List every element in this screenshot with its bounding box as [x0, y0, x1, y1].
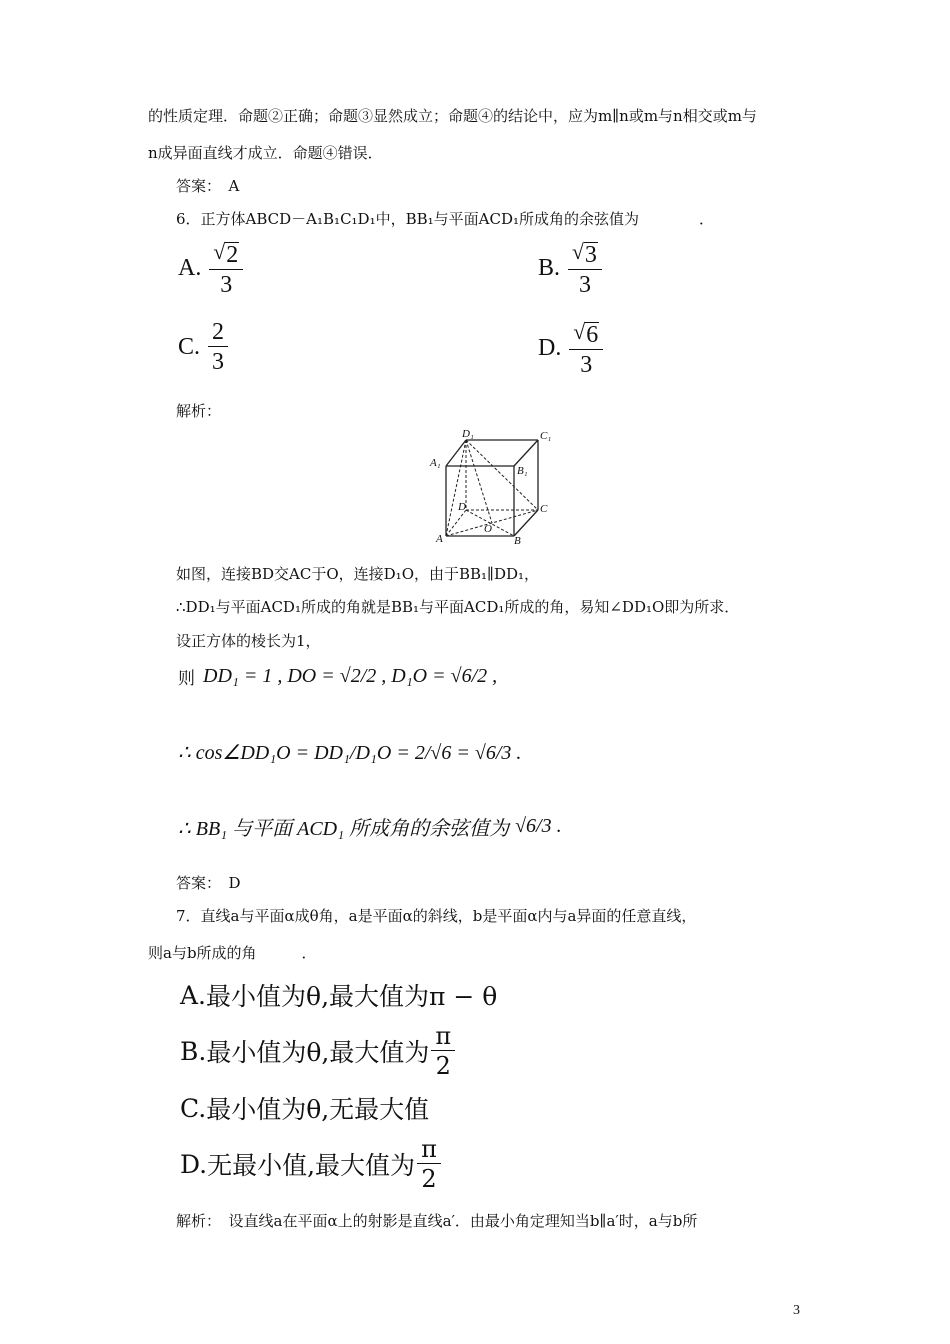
radicand: 2: [226, 242, 239, 268]
numerator: π: [417, 1137, 441, 1164]
cube-figure: [428, 428, 558, 548]
analysis-line: 解析： 设直线a在平面α上的射影是直线a′．由最小角定理知当b∥a′时，a与b所: [176, 1212, 698, 1230]
equation-2: [178, 740, 521, 765]
q6-option-b: [538, 240, 602, 297]
fraction: [417, 1137, 441, 1191]
numerator: π: [431, 1024, 455, 1051]
vertex-label: A: [436, 533, 443, 545]
fraction: [208, 320, 228, 374]
radicand: 3: [584, 242, 597, 268]
denominator: 3: [212, 349, 225, 375]
q7-option-b: [180, 1024, 455, 1078]
fraction: [431, 1024, 455, 1078]
option-letter: C.: [180, 1093, 207, 1123]
q6-option-c: [178, 320, 228, 374]
option-text: 无最小值,最大值为: [207, 1151, 416, 1180]
text-line: 设正方体的棱长为1，: [176, 632, 321, 650]
answer-line: 答案： D: [176, 874, 241, 892]
option-text: 最小值为θ,最大值为π − θ: [206, 982, 498, 1011]
vertex-label: D₁: [462, 428, 474, 440]
denominator: 3: [220, 272, 233, 298]
option-text: 最小值为θ,无最大值: [206, 1095, 430, 1124]
option-letter: B.: [180, 1036, 207, 1066]
option-letter: D.: [538, 335, 562, 361]
q7-option-c: [180, 1090, 429, 1126]
fraction: √ 3 3: [568, 240, 602, 297]
q6-option-d: [538, 320, 603, 377]
option-letter: A.: [178, 255, 202, 281]
vertex-label: C₁: [540, 430, 552, 442]
text-line: 的性质定理．命题②正确；命题③显然成立；命题④的结论中，应为m∥n或m与n相交或m与: [148, 107, 757, 125]
vertex-label: B: [514, 535, 521, 547]
denominator: 3: [580, 352, 593, 378]
vertex-label: A₁: [430, 457, 441, 469]
q7-option-a: [180, 977, 497, 1013]
denominator: 2: [421, 1165, 437, 1193]
vertex-label: O: [484, 523, 492, 535]
denominator: 2: [435, 1052, 451, 1080]
option-letter: A.: [180, 980, 207, 1010]
analysis-label: 解析：: [176, 402, 222, 420]
vertex-label: B₁: [517, 465, 528, 477]
question-7: 7．直线a与平面α成θ角，a是平面α的斜线，b是平面α内与a异面的任意直线，: [176, 907, 697, 925]
question-7-cont: 则a与b所成的角 ．: [148, 944, 317, 962]
denominator: 3: [578, 272, 591, 298]
equation-text: ∴ cos∠DD₁O = DD₁/D₁O = 2/√6 = √6/3 .: [178, 742, 522, 764]
option-text: 最小值为θ,最大值为: [206, 1038, 430, 1067]
option-letter: D.: [180, 1149, 208, 1179]
question-6: 6．正方体ABCD－A₁B₁C₁D₁中，BB₁与平面ACD₁所成角的余弦值为 ．: [176, 210, 715, 228]
equation-value: √6/3 .: [515, 815, 562, 837]
vertex-label: C: [540, 503, 548, 515]
numerator: 2: [208, 320, 228, 347]
answer-line: 答案： A: [176, 177, 240, 195]
text-line: n成异面直线才成立．命题④错误．: [148, 144, 383, 162]
vertex-label: D: [458, 501, 466, 513]
text-line: 如图，连接BD交AC于O，连接D₁O，由于BB₁∥DD₁，: [176, 565, 540, 583]
fraction: √ 6 3: [569, 320, 603, 377]
equation-prefix: 则: [178, 669, 195, 689]
equation-prefix: ∴ BB₁ 与平面 ACD₁ 所成角的余弦值为: [178, 818, 510, 840]
option-letter: C.: [178, 333, 201, 360]
option-letter: B.: [538, 255, 561, 281]
equation-text: DD₁ = 1 , DO = √2/2 , D₁O = √6/2 ,: [203, 665, 498, 687]
text-line: ∴DD₁与平面ACD₁所成的角就是BB₁与平面ACD₁所成的角，易知∠DD₁O即为所求．: [176, 598, 740, 616]
page-number: 3: [793, 1303, 800, 1318]
radicand: 6: [586, 322, 599, 348]
fraction: √ 2 3: [209, 240, 243, 297]
equation-1: [178, 664, 497, 689]
q6-option-a: [178, 240, 243, 297]
equation-3: [178, 812, 562, 841]
q7-option-d: [180, 1137, 441, 1191]
